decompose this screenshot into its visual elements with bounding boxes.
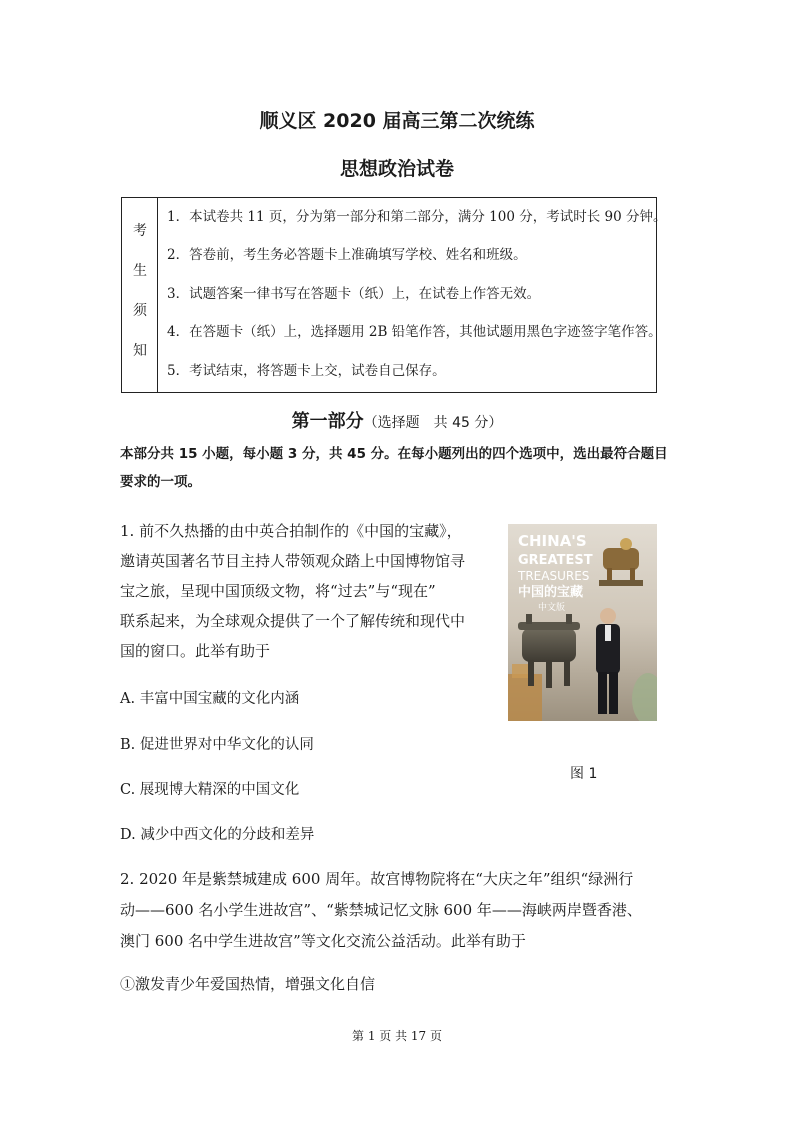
q1-option-c: C. 展现博大精深的中国文化 (120, 782, 300, 798)
poster-text-5: 中文版 (538, 603, 566, 613)
page-number: 第 1 页 共 17 页 (352, 1029, 442, 1043)
exam-title: 顺义区 2020 届高三第二次统练 (259, 110, 535, 132)
poster-text-3: TREASURES (518, 569, 590, 583)
notice-label-char: 知 (133, 343, 147, 359)
q1-line: 联系起来，为全球观众提供了一个了解传统和现代中 (120, 612, 466, 630)
notice-item: 2．答卷前，考生务必答题卡上准确填写学校、姓名和班级。 (167, 247, 527, 263)
q1-option-a: A. 丰富中国宝藏的文化内涵 (120, 691, 300, 707)
part1-title: 第一部分 (291, 411, 364, 432)
poster-text-2: GREATEST (518, 553, 593, 568)
notice-box (121, 197, 667, 393)
q1-option-d: D. 减少中西文化的分歧和差异 (120, 827, 315, 843)
q2-statement-1: ①激发青少年爱国热情，增强文化自信 (120, 975, 376, 993)
q1-line: 宝之旅，呈现中国顶级文物，将“过去”与“现在” (120, 582, 436, 600)
exam-subtitle: 思想政治试卷 (339, 158, 454, 180)
q2-line: 2. 2020 年是紫禁城建成 600 周年。故宫博物院将在“大庆之年”组织“绿洲行 (120, 870, 634, 888)
part1-heading (0, 407, 794, 433)
notice-label-char: 须 (133, 303, 147, 319)
figure-1-caption: 图 1 (570, 766, 598, 782)
poster-text-4: 中国的宝藏 (518, 585, 584, 600)
part1-subtitle: （选择题 共 45 分） (363, 415, 503, 431)
q1-line: 1. 前不久热播的由中英合拍制作的《中国的宝藏》， (120, 522, 462, 540)
part1-intro: 本部分共 15 小题，每小题 3 分，共 45 分。在每小题列出的四个选项中，选出最符合题目要求的一项。 (120, 446, 668, 490)
notice-item: 1．本试卷共 11 页，分为第一部分和第二部分，满分 100 分，考试时长 90 分钟。 (167, 209, 667, 225)
notice-label (122, 198, 158, 392)
poster-illustration (508, 524, 657, 721)
notice-item: 3．试题答案一律书写在答题卡（纸）上，在试卷上作答无效。 (167, 286, 541, 302)
notice-label-char: 考 (133, 223, 147, 239)
q2-line: 澳门 600 名中学生进故宫”等文化交流公益活动。此举有助于 (120, 932, 526, 950)
q1-line: 国的窗口。此举有助于 (120, 642, 271, 660)
notice-label-char: 生 (133, 263, 147, 279)
notice-item: 5．考试结束，将答题卡上交，试卷自己保存。 (167, 363, 446, 379)
q1-option-b: B. 促进世界对中华文化的认同 (120, 737, 314, 753)
q2-line: 动——600 名小学生进故宫”、“紫禁城记忆文脉 600 年——海峡两岸暨香港、 (120, 901, 642, 919)
notice-item: 4．在答题卡（纸）上，选择题用 2B 铅笔作答，其他试题用黑色字迹签字笔作答。 (167, 324, 662, 340)
q1-line: 邀请英国著名节目主持人带领观众踏上中国博物馆寻 (120, 552, 466, 570)
poster-text-1: CHINA'S (518, 532, 587, 550)
figure-1-poster (508, 524, 657, 721)
